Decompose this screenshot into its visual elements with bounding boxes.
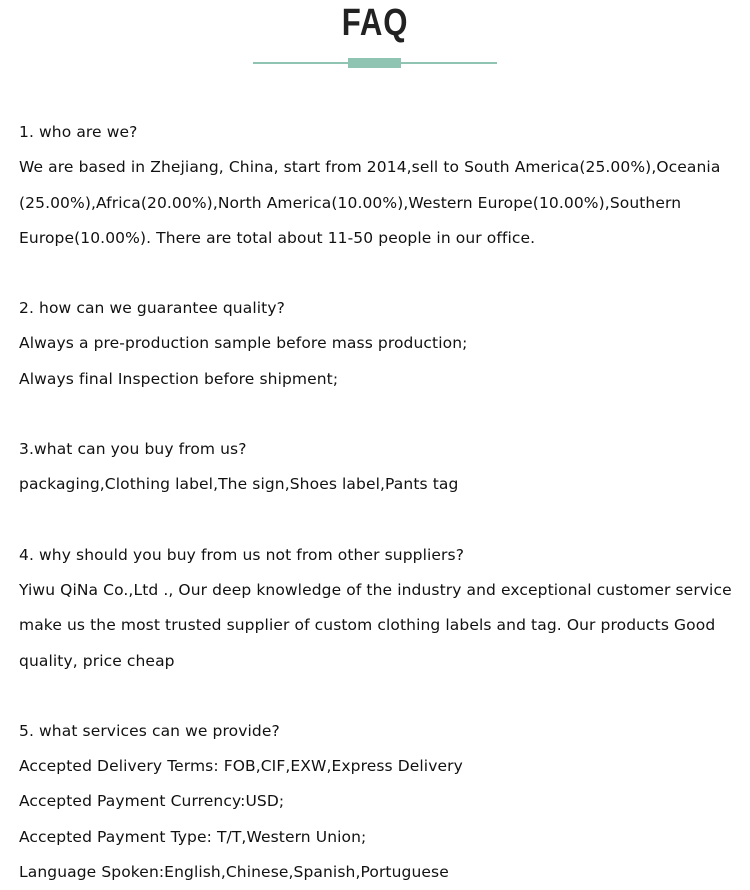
faq-header xyxy=(0,0,750,80)
faq-answer-line: Accepted Payment Currency:USD; xyxy=(19,792,285,811)
faq-question: 4. why should you buy from us not from other suppliers? xyxy=(19,545,465,564)
faq-item-products xyxy=(19,432,739,503)
faq-answer-line: Accepted Delivery Terms: FOB,CIF,EXW,Express Delivery xyxy=(19,757,463,776)
faq-answer-line: Accepted Payment Type: T/T,Western Union; xyxy=(19,827,367,846)
faq-answer-line: make us the most trusted supplier of custom clothing labels and tag. Our products Good xyxy=(19,616,716,635)
page-title: FAQ xyxy=(341,2,409,44)
faq-item-quality xyxy=(19,291,739,397)
faq-answer-line: Always a pre-production sample before mass production; xyxy=(19,334,468,353)
faq-question: 3.what can you buy from us? xyxy=(19,440,247,459)
faq-question: 2. how can we guarantee quality? xyxy=(19,299,285,318)
title-divider-accent xyxy=(348,58,401,68)
faq-answer-line: Always final Inspection before shipment; xyxy=(19,369,339,388)
faq-question: 5. what services can we provide? xyxy=(19,721,280,740)
faq-answer-line: We are based in Zhejiang, China, start from 2014,sell to South America(25.00%),Oceania xyxy=(19,158,721,177)
faq-item-why-us xyxy=(19,538,739,679)
faq-answer-line: (25.00%),Africa(20.00%),North America(10.00%),Western Europe(10.00%),Southern xyxy=(19,193,682,212)
faq-answer-line: quality, price cheap xyxy=(19,651,175,670)
faq-answer-line: Language Spoken:English,Chinese,Spanish,Portuguese xyxy=(19,863,449,882)
faq-question: 1. who are we? xyxy=(19,123,138,141)
faq-item-services xyxy=(19,714,739,890)
faq-answer-line: Yiwu QiNa Co.,Ltd ., Our deep knowledge of the industry and exceptional customer service xyxy=(19,580,732,599)
faq-list xyxy=(19,115,739,890)
faq-item-who-are-we xyxy=(19,115,739,256)
faq-answer-line: packaging,Clothing label,The sign,Shoes label,Pants tag xyxy=(19,475,459,494)
faq-answer-line: Europe(10.00%). There are total about 11-50 people in our office. xyxy=(19,228,536,247)
